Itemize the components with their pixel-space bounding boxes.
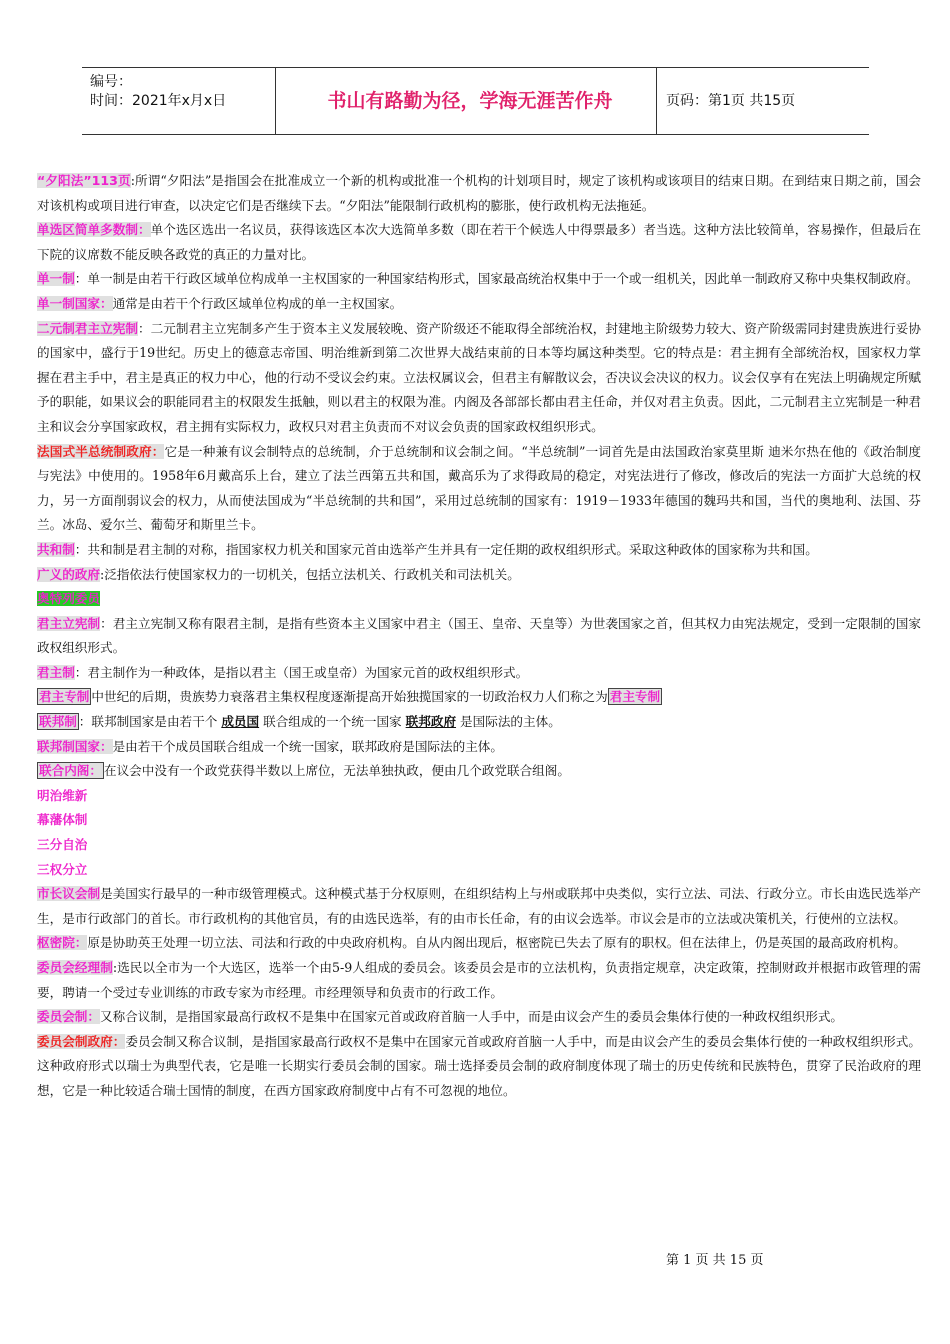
- entry-text: 联合组成的一个统一国家: [259, 714, 406, 730]
- entry-text: 在议会中没有一个政党获得半数以上席位，无法单独执政，便由几个政党联合组阁。: [103, 763, 570, 779]
- entry-term: 委员会制：: [37, 1009, 100, 1025]
- entry-monarchy: [37, 661, 921, 686]
- entry-text: 通常是由若干个行政区域单位构成的单一主权国家。: [112, 295, 403, 311]
- entry-text: ：二元制君主立宪制多产生于资本主义发展较晚、资产阶级还不能取得全部统治权，封建地主阶级势力较大、资产阶级需同封建贵族进行妥协的国家中，盛行于19世纪。历史上的德意志帝国、明治维新到第二次世界大战结束前的日本等均属这种类型。它的特点是：君主拥有全部统治权，国家权力掌握在君主手中，君主是真正的权力中心，他的行动不受议会约束。立法权属议会，但君主有解散议会，否决议会决议的权力。议会仅享有在宪法上明确规定所赋予的职能，如果议会的职能同君主的权限发生抵触，则以君主的权限为准。内阁及各部部长都由君主任命，并仅对君主负责。因此，二元制君主立宪制是一种君主和议会分享国家政权，君主拥有实际权力，政权只对君主负责而不对议会负责的国家政权组织形式。: [37, 320, 922, 434]
- entry-text: :选民以全市为一个大选区，选举一个由5-9人组成的委员会。该委员会是市的立法机构，负责指定规章，决定政策，控制财政并根据市政管理的需要，聘请一个受过专业训练的市政专家为市经理。市经理领导和负责市的行政工作。: [37, 960, 922, 1000]
- entry-committee-system: [37, 1005, 921, 1030]
- header-page-label: 页码：第1页 共15页: [666, 93, 796, 109]
- entry-mayor-council: [37, 882, 921, 931]
- page-header: [82, 67, 869, 135]
- entry-term: 明治维新: [37, 787, 88, 803]
- entry-text: 是由若干个成员国联合组成一个统一国家，联邦政府是国际法的主体。: [112, 738, 503, 754]
- entry-term: 联合内阁：: [39, 763, 102, 779]
- entry-single-member-plurality: [37, 218, 921, 267]
- entry-sunset-law: [37, 169, 921, 218]
- entry-term: 法国式半总统制政府：: [37, 443, 165, 459]
- entry-text: :所谓“夕阳法”是指国会在批准成立一个新的机构或批准一个机构的计划项目时，规定了该机构或该项目的结束日期。在到结束日期之前，国会对该机构或项目进行审查，以决定它们是否继续下去。“夕阳法”能限制行政机构的膨胀，使行政机构无法拖延。: [37, 173, 922, 213]
- entry-term: 奥特列委员: [37, 591, 100, 607]
- entry-term: 君主制: [37, 664, 75, 680]
- entry-unitary-system: [37, 267, 921, 292]
- entry-term: 单选区简单多数制：: [37, 222, 151, 238]
- entry-broad-government: [37, 563, 921, 588]
- entry-absolute-monarchy: [37, 685, 921, 710]
- entry-term: 共和制: [37, 541, 75, 557]
- entry-federal-system: [37, 710, 921, 735]
- entry-privy-council: [37, 931, 921, 956]
- entry-term: 单一制: [37, 271, 75, 287]
- header-divider: [656, 68, 657, 134]
- entry-text: 是美国实行最早的一种市级管理模式。这种模式基于分权原则，在组织结构上与州或联邦中央类似，实行立法、司法、行政分立。市长由选民选举产生，是市行政部门的首长。市行政机构的其他官员，有的由选民选举，有的由市长任命，有的由议会选举。市议会是市的立法或决策机关，行使州的立法权。: [37, 886, 922, 926]
- entry-constitutional-monarchy: [37, 612, 921, 661]
- entry-term: 三权分立: [37, 861, 88, 877]
- entry-term: 枢密院：: [37, 935, 88, 951]
- entry-text: 中世纪的后期，贵族势力衰落君主集权程度逐渐提高开始独揽国家的一切政治权力人们称之为: [91, 689, 608, 705]
- entry-term: 单一制国家：: [37, 295, 113, 311]
- entry-council-manager: [37, 956, 921, 1005]
- entry-term: 联邦制国家：: [37, 738, 113, 754]
- entry-term: “夕阳法”113页: [37, 173, 131, 188]
- entry-term: 君主立宪制: [37, 615, 101, 631]
- entry-text: ：共和制是君主制的对称，指国家权力机关和国家元首由选举产生并具有一定任期的政权组织形式。采取这种政体的国家称为共和国。: [74, 541, 818, 557]
- entry-separation-of-powers: [37, 858, 921, 883]
- entry-text: 单个选区选出一名议员，获得该选区本次大选简单多数（即在若干个候选人中得票最多）者当选。这种方法比较简单，容易操作，但最后在下院的议席数不能反映各政党的真正的力量对比。: [37, 222, 922, 262]
- page-footer: 第 1 页 共 15 页: [666, 1253, 764, 1268]
- entry-text: ：联邦制国家是由若干个: [78, 714, 222, 730]
- entry-ombudsman: [37, 587, 921, 612]
- entry-republic: [37, 538, 921, 563]
- entry-french-semi-presidential: [37, 440, 921, 538]
- entry-term: 三分自治: [37, 837, 88, 853]
- entry-term: 君主专制: [39, 689, 90, 705]
- document-body: [37, 169, 921, 1104]
- header-number-label: 编号：: [90, 74, 132, 90]
- header-divider: [275, 68, 276, 134]
- entry-text: :泛指依法行使国家权力的一切机关，包括立法机关、行政机关和司法机关。: [99, 566, 520, 582]
- underlined-term: 联邦政府: [405, 714, 457, 730]
- header-time-label: 时间：2021年x月x日: [90, 93, 227, 109]
- entry-term: 广义的政府: [37, 566, 100, 582]
- entry-text: 它是一种兼有议会制特点的总统制，介于总统制和议会制之间。“半总统制”一词首先是由法国政治家莫里斯 迪米尔热在他的《政治制度与宪法》中使用的。1958年6月戴高乐上台，建立了法兰西第五共和国，戴高乐为了求得政局的稳定，对宪法进行了修改，修改后的宪法一方面扩大总统的权力，另一方面削弱议会的权力，从而使法国成为“半总统制的共和国”，采用过总统制的国家有：1919－1933年德国的魏玛共和国，当代的奥地利、法国、芬兰。冰岛、爱尔兰、葡萄牙和斯里兰卡。: [37, 443, 922, 533]
- entry-unitary-state: [37, 292, 921, 317]
- header-motto: 书山有路勤为径，学海无涯苦作舟: [327, 90, 613, 112]
- header-meta: [90, 73, 226, 111]
- entry-text: 原是协助英王处理一切立法、司法和行政的中央政府机构。自从内阁出现后，枢密院已失去了原有的职权。但在法律上，仍是英国的最高政府机构。: [87, 935, 906, 951]
- entry-text: ：君主立宪制又称有限君主制，是指有些资本主义国家中君主（国王、皇帝、天皇等）为世袭国家之首，但其权力由宪法规定，受到一定限制的国家政权组织形式。: [37, 615, 922, 656]
- entry-three-part-autonomy: [37, 833, 921, 858]
- entry-meiji-restoration: [37, 784, 921, 809]
- entry-term: 联邦制: [39, 714, 77, 730]
- entry-text: 委员会制又称合议制，是指国家最高行政权不是集中在国家元首或政府首脑一人手中，而是由议会产生的委员会集体行使的一种政权组织形式。这种政府形式以瑞士为典型代表，它是唯一长期实行委员会制的国家。瑞士选择委员会制的政府制度体现了瑞士的历史传统和民族特色，贯穿了民治政府的理想，它是一种比较适合瑞士国情的制度，在西方国家政府制度中占有不可忽视的地位。: [37, 1033, 922, 1098]
- entry-committee-government: [37, 1030, 921, 1104]
- entry-term: 委员会经理制: [37, 960, 113, 975]
- entry-text: 是国际法的主体。: [456, 714, 561, 730]
- entry-term: 委员会制政府：: [37, 1033, 126, 1049]
- entry-term-repeat: 君主专制: [609, 689, 661, 705]
- entry-term: 幕藩体制: [37, 812, 88, 828]
- entry-dual-constitutional-monarchy: [37, 317, 921, 440]
- entry-bakuhan-system: [37, 808, 921, 833]
- entry-term: 二元制君主立宪制: [37, 320, 139, 336]
- entry-coalition-cabinet: [37, 759, 921, 784]
- entry-text: ：君主制作为一种政体，是指以君主（国王或皇帝）为国家元首的政权组织形式。: [74, 664, 529, 680]
- entry-text: 又称合议制，是指国家最高行政权不是集中在国家元首或政府首脑一人手中，而是由议会产生的委员会集体行使的一种政权组织形式。: [99, 1009, 843, 1025]
- underlined-term: 成员国: [221, 714, 260, 730]
- entry-term: 市长议会制: [37, 886, 101, 902]
- entry-text: ：单一制是由若干行政区域单位构成单一主权国家的一种国家结构形式，国家最高统治权集中于一个或一组机关，因此单一制政府又称中央集权制政府。: [74, 271, 919, 287]
- entry-federal-state: [37, 735, 921, 760]
